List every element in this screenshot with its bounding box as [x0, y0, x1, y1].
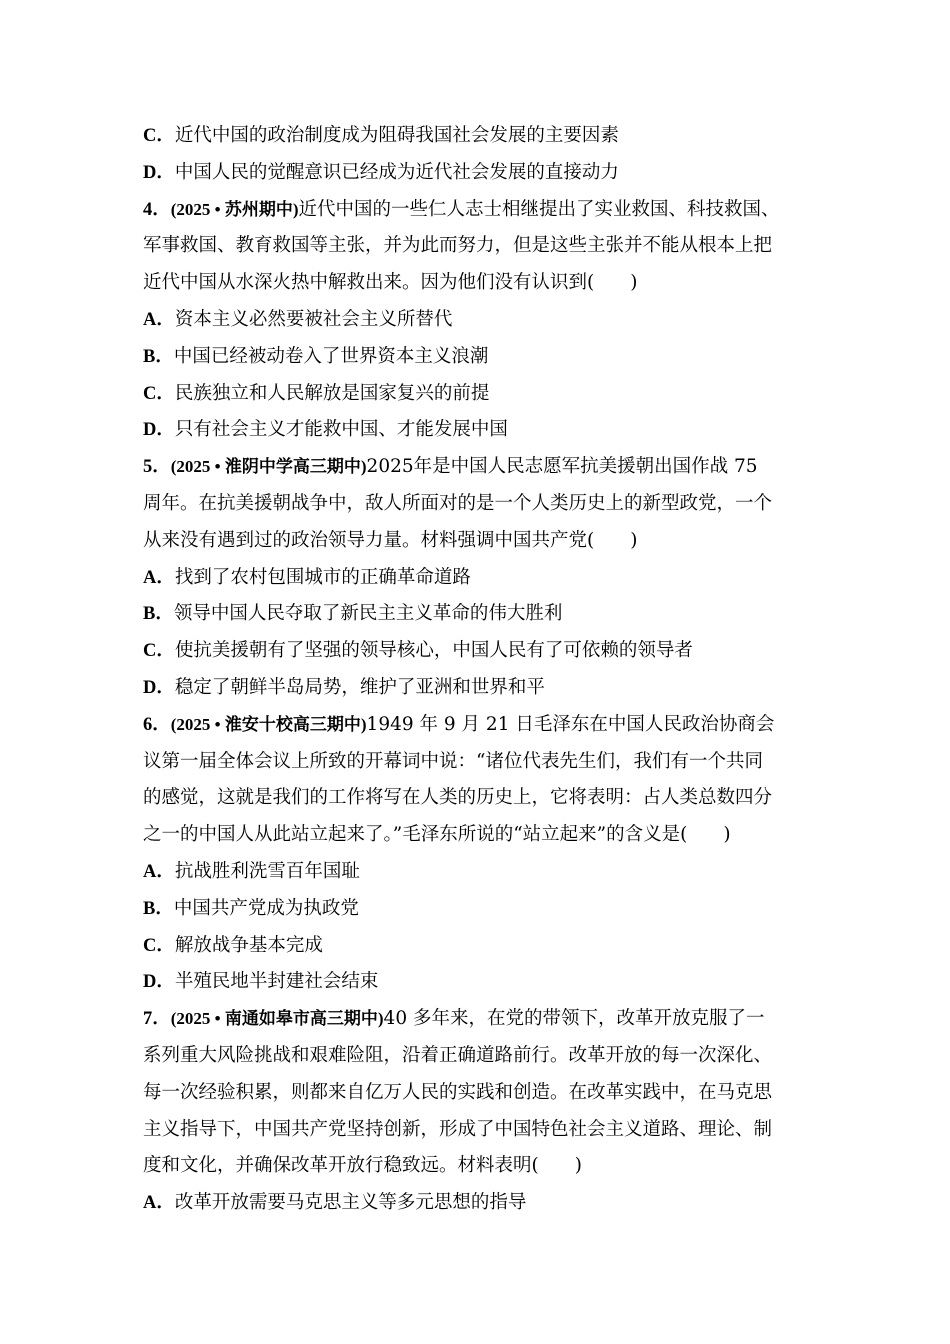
option-text: 解放战争基本完成 — [174, 934, 323, 956]
q4-option-a — [143, 302, 828, 339]
stem-text: 从来没有遇到过的政治领导力量。材料强调中国共产党( — [143, 529, 595, 551]
stem-close: ) — [723, 824, 731, 846]
q5-option-b — [143, 596, 828, 633]
q6-option-a — [143, 854, 828, 891]
option-letter: A． — [143, 861, 175, 882]
question-number: 4． — [143, 199, 171, 220]
option-letter: C． — [143, 641, 175, 662]
q5-stem-line-3 — [143, 523, 828, 560]
q4-option-d — [143, 412, 828, 449]
option-letter: C． — [143, 935, 175, 956]
stem-text: 1949 年 9 月 21 日毛泽东在中国人民政治协商会 — [366, 713, 775, 735]
q4-stem-line-2 — [143, 228, 828, 265]
stem-text: 主义指导下，中国共产党坚持创新，形成了中国特色社会主义道路、理论、制 — [143, 1118, 773, 1140]
q6-stem-line-4 — [143, 817, 828, 854]
stem-text: 军事救国、教育救国等主张，并为此而努力，但是这些主张并不能从根本上把 — [143, 235, 773, 257]
question-source: (2025 • 淮安十校高三期中) — [170, 714, 367, 734]
q7-stem-line-1 — [143, 1001, 828, 1038]
option-text: 中国共产党成为执政党 — [173, 897, 359, 919]
option-letter: B． — [143, 346, 174, 367]
option-text: 找到了农村包围城市的正确革命道路 — [174, 566, 471, 588]
option-text: 中国已经被动卷入了世界资本主义浪潮 — [173, 345, 489, 367]
option-text: 领导中国人民夺取了新民主主义革命的伟大胜利 — [173, 603, 563, 625]
q7-stem-line-4 — [143, 1112, 828, 1149]
question-number: 5． — [143, 457, 171, 478]
q6-stem-line-1 — [143, 707, 828, 744]
q7-stem-line-2 — [143, 1038, 828, 1075]
stem-text: 系列重大风险挑战和艰难险阻，沿着正确道路前行。改革开放的每一次深化、 — [143, 1044, 773, 1066]
option-letter: C． — [143, 126, 175, 146]
option-letter: D． — [143, 972, 175, 993]
q5-stem-line-2 — [143, 486, 828, 523]
question-number: 6． — [143, 714, 171, 735]
q6-stem-line-3 — [143, 780, 828, 817]
stem-text: 近代中国从水深火热中解救出来。因为他们没有认识到( — [143, 272, 595, 294]
option-text: 近代中国的政治制度成为阻碍我国社会发展的主要因素 — [174, 125, 619, 146]
option-letter: D． — [143, 420, 175, 441]
option-letter: D． — [143, 162, 175, 183]
q5-option-a — [143, 560, 828, 597]
q4-option-b — [143, 339, 828, 376]
option-letter: A． — [143, 567, 175, 588]
stem-text: 度和文化，并确保改革开放行稳致远。材料表明( — [143, 1155, 539, 1177]
q5-stem-line-1 — [143, 449, 828, 486]
q3-option-c — [143, 118, 828, 155]
question-source: (2025 • 苏州期中) — [170, 199, 299, 219]
q7-option-a — [143, 1185, 828, 1222]
stem-text: 之一的中国人从此站立起来了。”毛泽东所说的“站立起来”的含义是( — [143, 824, 688, 846]
stem-text: 近代中国的一些仁人志士相继提出了实业救国、科技救国、 — [298, 198, 780, 220]
q7-stem-line-3 — [143, 1075, 828, 1112]
option-text: 中国人民的觉醒意识已经成为近代社会发展的直接动力 — [174, 161, 619, 183]
question-number: 7． — [143, 1009, 171, 1030]
stem-text: 的感觉，这就是我们的工作将写在人类的历史上，它将表明：占人类总数四分 — [143, 787, 773, 809]
q6-option-b — [143, 891, 828, 928]
stem-close: ) — [630, 529, 638, 551]
q3-option-d — [143, 155, 828, 192]
q6-stem-line-2 — [143, 744, 828, 781]
stem-close: ) — [630, 272, 638, 294]
stem-close: ) — [574, 1155, 582, 1177]
q4-option-c — [143, 376, 828, 413]
q4-stem-line-1 — [143, 192, 828, 229]
q6-option-c — [143, 928, 828, 965]
option-text: 资本主义必然要被社会主义所替代 — [174, 308, 453, 330]
option-letter: B． — [143, 898, 174, 919]
option-text: 稳定了朝鲜半岛局势，维护了亚洲和世界和平 — [174, 676, 545, 698]
option-letter: B． — [143, 604, 174, 625]
stem-text: 周年。在抗美援朝战争中，敌人所面对的是一个人类历史上的新型政党，一个 — [143, 492, 773, 514]
q4-stem-line-3 — [143, 265, 828, 302]
option-text: 民族独立和人民解放是国家复兴的前提 — [174, 382, 490, 404]
option-letter: D． — [143, 677, 175, 698]
option-letter: C． — [143, 383, 175, 404]
q7-stem-line-5 — [143, 1148, 828, 1185]
q6-option-d — [143, 964, 828, 1001]
exam-page — [143, 118, 828, 1222]
stem-text: 40 多年来，在党的带领下，改革开放克服了一 — [383, 1008, 765, 1030]
q5-option-c — [143, 633, 828, 670]
question-source: (2025 • 淮阴中学高三期中) — [170, 457, 367, 477]
option-text: 使抗美援朝有了坚强的领导核心，中国人民有了可依赖的领导者 — [174, 640, 693, 662]
stem-text: 每一次经验积累，则都来自亿万人民的实践和创造。在改革实践中，在马克思 — [143, 1081, 773, 1103]
q5-option-d — [143, 670, 828, 707]
option-letter: A． — [143, 1193, 175, 1214]
stem-text: 2025年是中国人民志愿军抗美援朝出国作战 75 — [366, 456, 758, 478]
option-text: 只有社会主义才能救中国、才能发展中国 — [174, 419, 508, 441]
option-text: 半殖民地半封建社会结束 — [174, 971, 379, 993]
option-letter: A． — [143, 309, 175, 330]
option-text: 抗战胜利洗雪百年国耻 — [174, 860, 360, 882]
question-source: (2025 • 南通如皋市高三期中) — [170, 1009, 384, 1029]
stem-text: 议第一届全体会议上所致的开幕词中说：“诸位代表先生们，我们有一个共同 — [143, 750, 763, 772]
option-text: 改革开放需要马克思主义等多元思想的指导 — [174, 1192, 527, 1214]
